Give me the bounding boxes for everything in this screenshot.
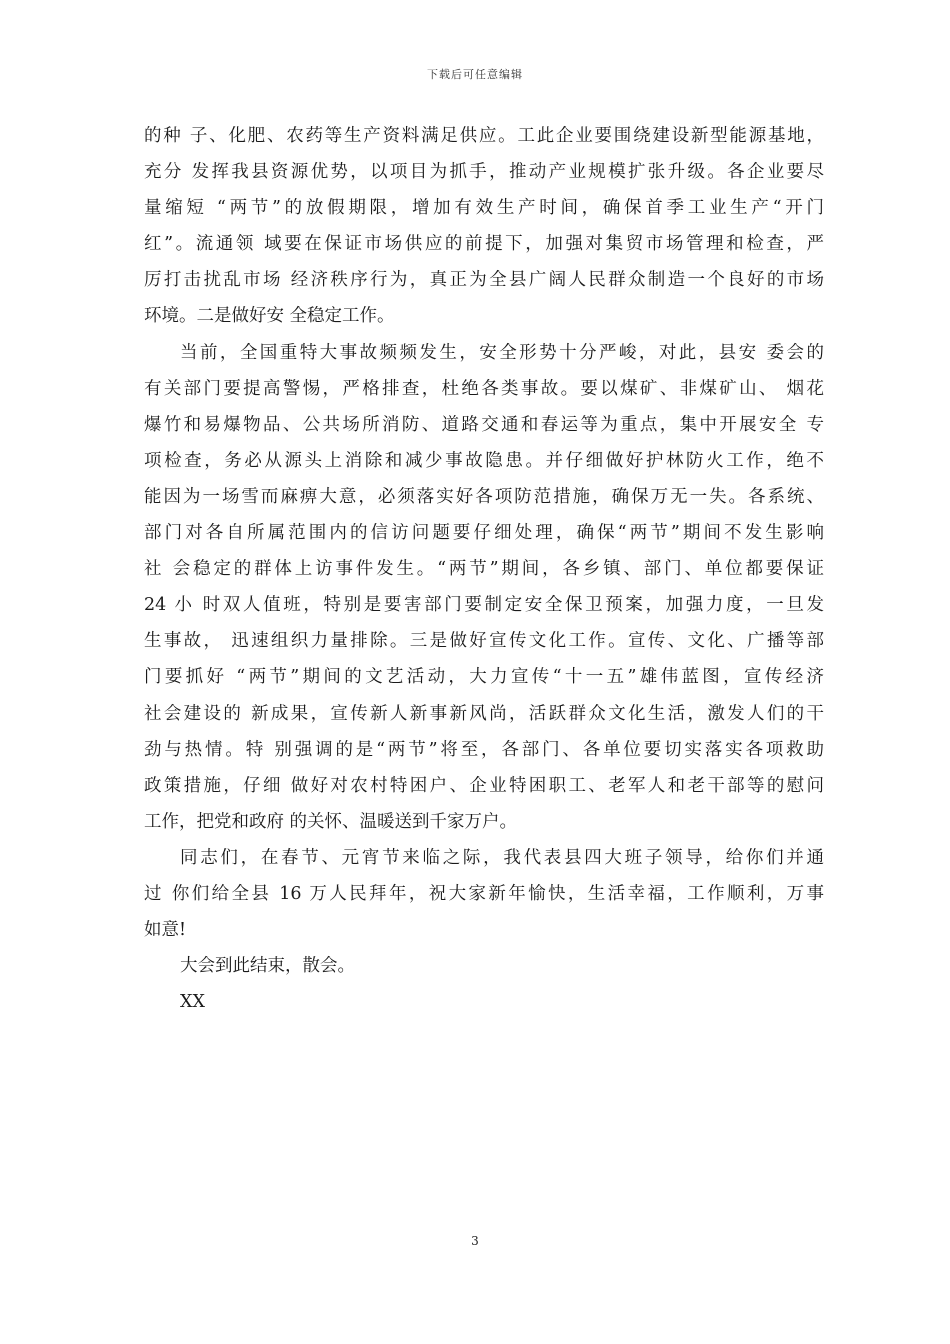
text-line: 社 会稳定的群体上访事件发生。“两节”期间，各乡镇、部门、单位都要保证 [144, 559, 824, 580]
text-line: 政策措施，仔细 做好对农村特困户、企业特困职工、老军人和老干部等的慰问 [144, 775, 824, 796]
text-line: 24 小 时双人值班，特别是要害部门要制定安全保卫预案，加强力度，一旦发 [144, 595, 824, 616]
closing-line: 大会到此结束，散会。 [180, 956, 355, 977]
text-line: 门要抓好 “两节”期间的文艺活动，大力宣传“十一五”雄伟蓝图，宣传经济 [144, 667, 824, 688]
document-body [144, 118, 824, 1020]
text-line: 劲与热情。特 别强调的是“两节”将至，各部门、各单位要切实落实各项救助 [144, 739, 824, 760]
text-line: 如意! [144, 920, 187, 941]
text-line: 能因为一场雪而麻痹大意，必须落实好各项防范措施，确保万无一失。各系统、 [144, 486, 824, 507]
text-line: 过 你们给全县 16 万人民拜年，祝大家新年愉快，生活幸福，工作顺利，万事 [144, 883, 824, 904]
text-line: 爆竹和易爆物品、公共场所消防、道路交通和春运等为重点，集中开展安全 专 [144, 414, 824, 435]
page-number: 3 [471, 1234, 479, 1248]
signature-line: XX [180, 992, 205, 1013]
page-header: 下载后可任意编辑 [427, 68, 523, 81]
text-line: 环境。二是做好安 全稳定工作。 [144, 306, 395, 327]
text-line: 量缩短 “两节”的放假期限，增加有效生产时间，确保首季工业生产“开门 [144, 198, 824, 219]
text-line: 充分 发挥我县资源优势，以项目为抓手，推动产业规模扩张升级。各企业要尽 [144, 162, 824, 183]
paragraph-first-line: 同志们，在春节、元宵节来临之际，我代表县四大班子领导，给你们并通 [180, 847, 824, 868]
text-line: 部门对各自所属范围内的信访问题要仔细处理，确保“两节”期间不发生影响 [144, 523, 824, 544]
text-line: 红”。流通领 域要在保证市场供应的前提下，加强对集贸市场管理和检查，严 [144, 234, 824, 255]
text-line: 厉打击扰乱市场 经济秩序行为，真正为全县广阔人民群众制造一个良好的市场 [144, 270, 824, 291]
text-line: 工作，把党和政府 的关怀、温暖送到千家万户。 [144, 811, 518, 832]
text-line: 生事故， 迅速组织力量排除。三是做好宣传文化工作。宣传、文化、广播等部 [144, 631, 824, 652]
text-line: 社会建设的 新成果，宣传新人新事新风尚，活跃群众文化生活，激发人们的干 [144, 703, 824, 724]
text-line: 的种 子、化肥、农药等生产资料满足供应。工此企业要围绕建设新型能源基地， [144, 126, 824, 146]
text-line: 项检查，务必从源头上消除和减少事故隐患。并仔细做好护林防火工作，绝不 [144, 450, 824, 471]
paragraph-first-line: 当前，全国重特大事故频频发生，安全形势十分严峻，对此，县安 委会的 [180, 342, 824, 363]
text-line: 有关部门要提高警惕，严格排查，杜绝各类事故。要以煤矿、非煤矿山、 烟花 [144, 378, 824, 399]
